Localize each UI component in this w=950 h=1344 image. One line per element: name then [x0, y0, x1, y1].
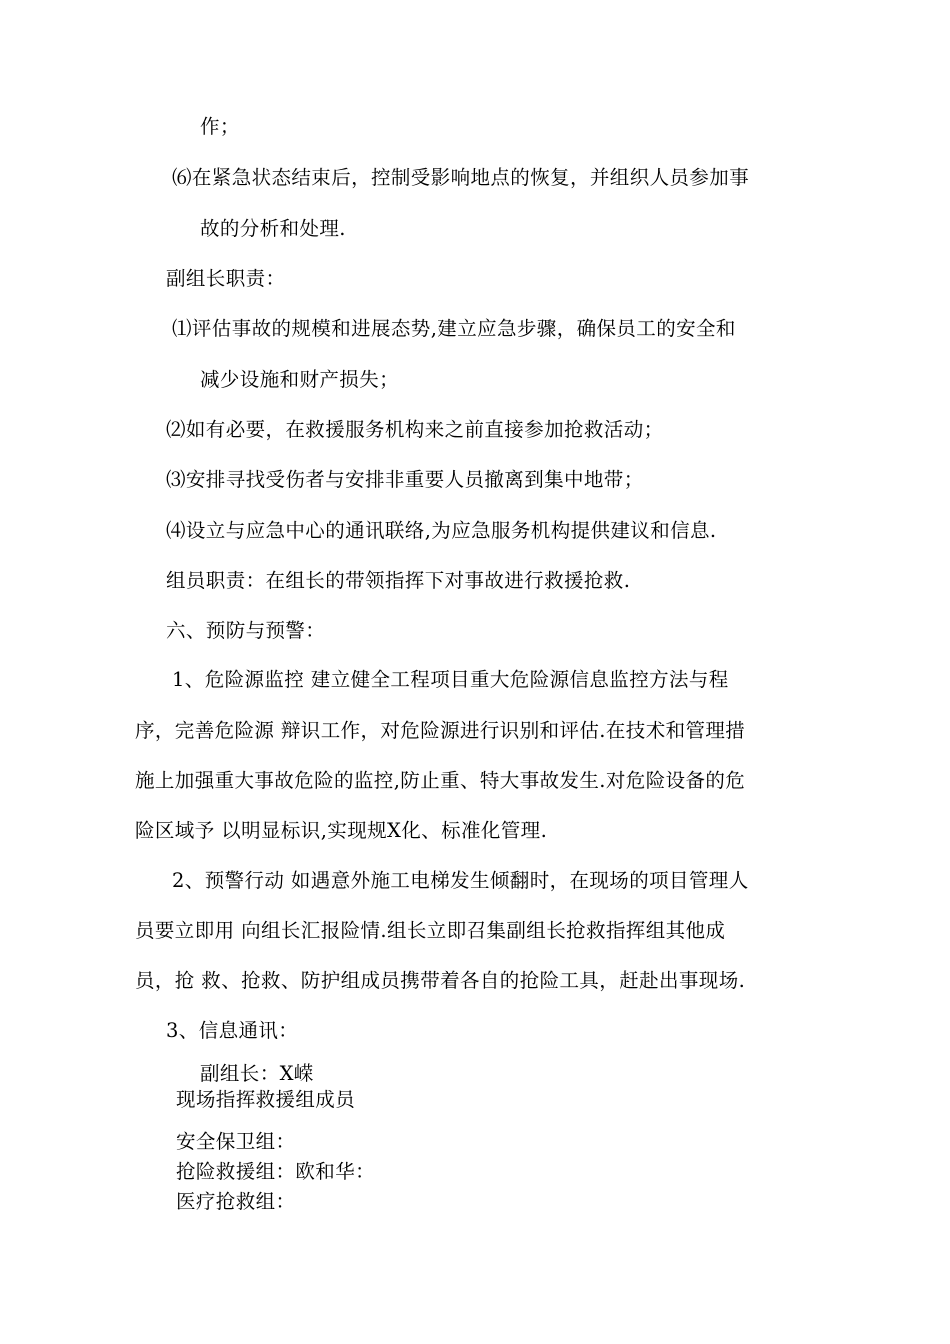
text-line: 抢险救援组：欧和华： [176, 1160, 376, 1183]
text-line: 员，抢 救、抢救、防护组成员携带着各自的抢险工具，赶赴出事现场. [135, 969, 746, 992]
text-line: 2、预警行动 如遇意外施工电梯发生倾翻时，在现场的项目管理人 [172, 869, 749, 892]
text-line: 1、危险源监控 建立健全工程项目重大危险源信息监控方法与程 [172, 668, 729, 691]
text-line: 员要立即用 向组长汇报险情.组长立即召集副组长抢救指挥组其他成 [135, 919, 726, 942]
section-heading: 副组长职责： [166, 267, 286, 290]
text-line: 作； [200, 115, 240, 138]
text-line: 故的分析和处理. [200, 217, 346, 240]
text-line: 组员职责：在组长的带领指挥下对事故进行救援抢救. [166, 569, 631, 592]
text-line: ⑴评估事故的规模和进展态势,建立应急步骤，确保员工的安全和 [172, 317, 736, 340]
text-line: 序，完善危险源 辩识工作，对危险源进行识别和评估.在技术和管理措 [135, 719, 746, 742]
section-heading: 3、信息通讯： [166, 1019, 299, 1042]
text-line: 副组长：X嵘 [200, 1062, 314, 1085]
text-line: 医疗抢救组： [176, 1190, 296, 1213]
text-line: 施上加强重大事故危险的监控,防止重、特大事故发生.对危险设备的危 [135, 769, 746, 792]
text-line: ⑶安排寻找受伤者与安排非重要人员撤离到集中地带； [166, 468, 644, 491]
text-line: 现场指挥救援组成员 [176, 1088, 356, 1111]
text-line: 安全保卫组： [176, 1130, 296, 1153]
text-line: 减少设施和财产损失； [200, 368, 400, 391]
text-line: ⑷设立与应急中心的通讯联络,为应急服务机构提供建议和信息. [166, 519, 717, 542]
text-line: ⑵如有必要，在救援服务机构来之前直接参加抢救活动； [166, 418, 664, 441]
text-line: 险区域予 以明显标识,实现规X化、标准化管理. [135, 819, 548, 842]
section-heading: 六、预防与预警： [166, 619, 326, 642]
text-line: ⑹在紧急状态结束后，控制受影响地点的恢复，并组织人员参加事 [172, 166, 750, 189]
